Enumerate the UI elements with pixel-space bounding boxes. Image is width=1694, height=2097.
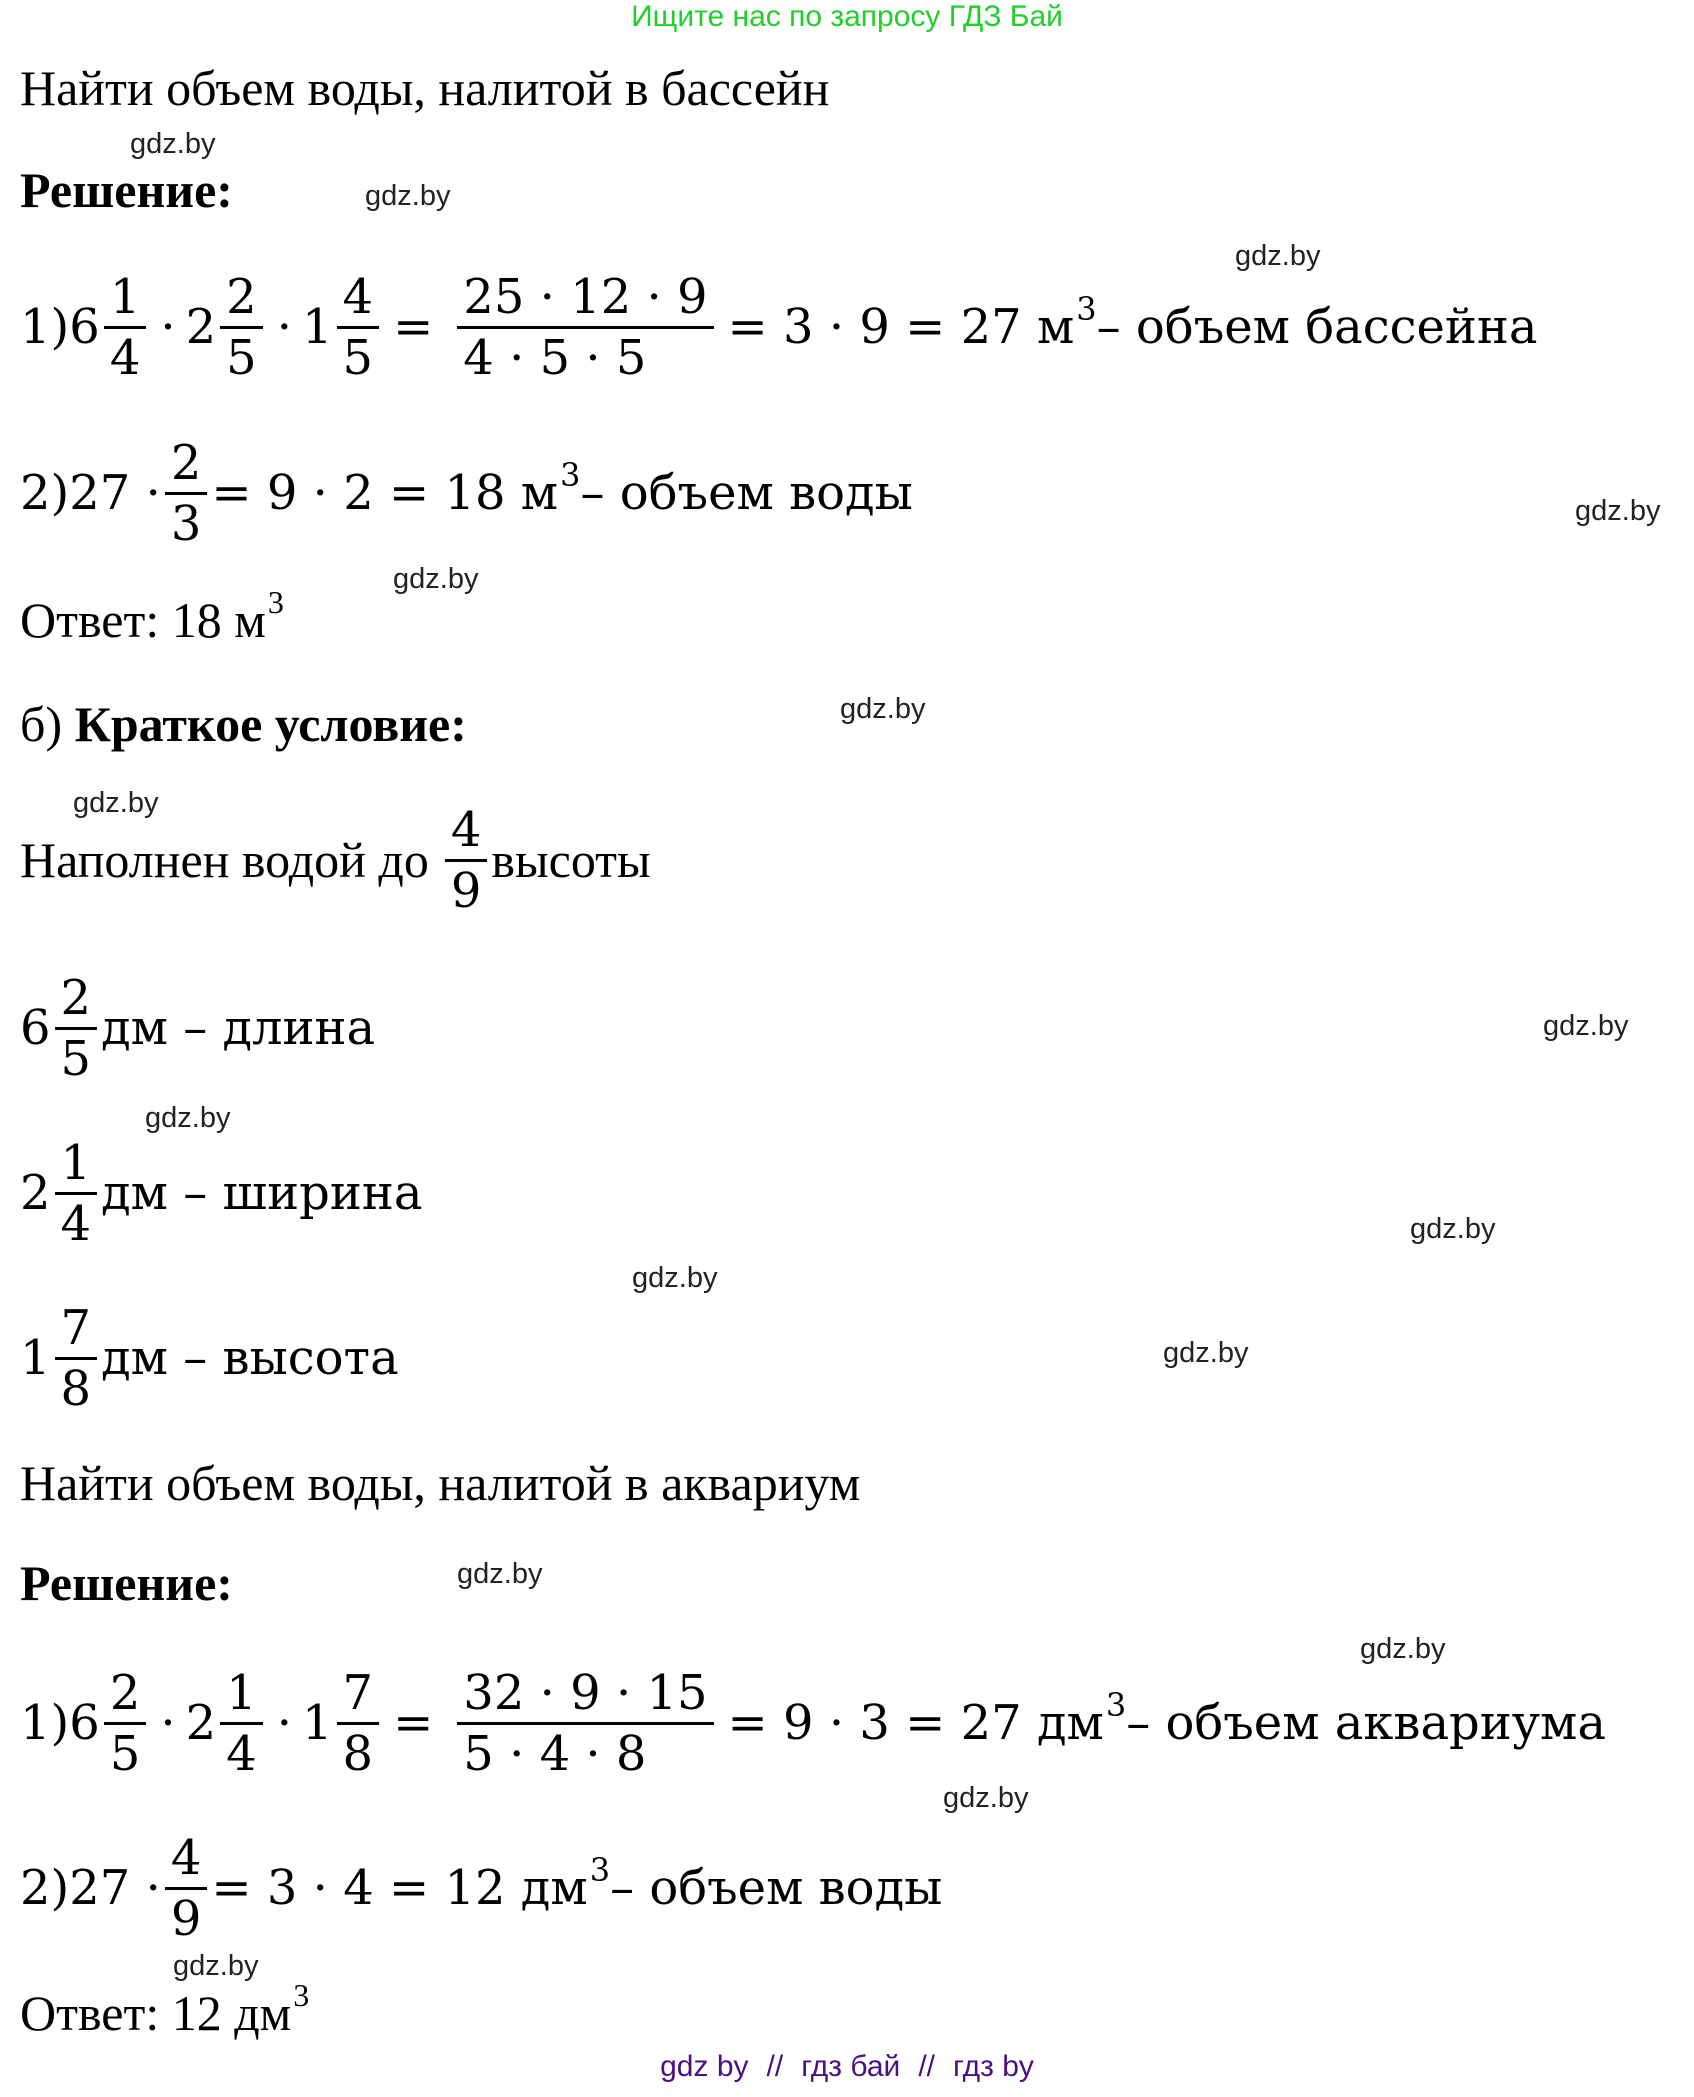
find-aquarium-volume-text: Найти объем воды, налитой в аквариум [20, 1455, 861, 1511]
watermark: gdz.by [145, 1102, 231, 1134]
condition-height: 1 $\frac{7}{8}$ дм – высота [20, 1299, 399, 1417]
find-pool-volume-text: Найти объем воды, налитой в бассейн [20, 60, 830, 116]
watermark: gdz.by [943, 1782, 1029, 1814]
footer-links: gdz by // гдз бай // гдз by [660, 2050, 1034, 2083]
watermark: gdz.by [173, 1950, 259, 1982]
watermark: gdz.by [130, 128, 216, 160]
solution-label: Решение: [20, 1555, 233, 1611]
pool-step-2: 2)27 · $\frac{2}{3}$ = 9 · 2 = 18 м 3 – объем воды [20, 434, 913, 552]
watermark: gdz.by [393, 563, 479, 595]
solution-label: Решение: [20, 162, 233, 218]
watermark: gdz.by [1235, 240, 1321, 272]
watermark: gdz.by [1163, 1337, 1249, 1369]
pool-step-1: 1) 6 $\frac{1}{4}$ · 2 $\frac{2}{5}$ · 1 $\frac{4}{5}$ = $\frac{25 \cdot 12 \cdot 9}{4 \cdot 5 \cdot 5}$ = 3 · 9 = 27 м 3 – объем бассейна [20, 268, 1538, 386]
watermark: gdz.by [73, 787, 159, 819]
footer-link-gdz-by[interactable]: gdz by [660, 2050, 749, 2083]
watermark: gdz.by [840, 693, 926, 725]
watermark: gdz.by [1543, 1010, 1629, 1042]
watermark: gdz.by [632, 1262, 718, 1294]
fill-level-condition: Наполнен водой до $\frac{4}{9}$ высоты [20, 801, 651, 919]
condition-length: 6 $\frac{2}{5}$ дм – длина [20, 969, 376, 1087]
watermark: gdz.by [365, 180, 451, 212]
footer-link-gdz-bai[interactable]: гдз бай [801, 2050, 901, 2083]
watermark: gdz.by [457, 1558, 543, 1590]
aquarium-step-2: 2)27 · $\frac{4}{9}$ = 3 · 4 = 12 дм 3 – объем воды [20, 1829, 943, 1947]
condition-width: 2 $\frac{1}{4}$ дм – ширина [20, 1134, 423, 1252]
aquarium-answer: Ответ: 12 $дм^3$ [20, 1977, 310, 2041]
footer-link-gdz-by-cyr[interactable]: гдз by [953, 2050, 1034, 2083]
watermark: gdz.by [1410, 1213, 1496, 1245]
short-condition-heading: б) Краткое условие: [20, 696, 467, 752]
watermark: gdz.by [1575, 495, 1661, 527]
search-banner: Ищите нас по запросу ГДЗ Бай [631, 0, 1063, 33]
pool-answer: Ответ: 18 $м^3$ [20, 584, 284, 648]
aquarium-step-1: 1) 6 $\frac{2}{5}$ · 2 $\frac{1}{4}$ · 1 $\frac{7}{8}$ = $\frac{32 \cdot 9 \cdot 15}{5 \cdot 4 \cdot 8}$ = 9 · 3 = 27 дм 3 – объем аквариума [20, 1664, 1606, 1782]
watermark: gdz.by [1360, 1633, 1446, 1665]
